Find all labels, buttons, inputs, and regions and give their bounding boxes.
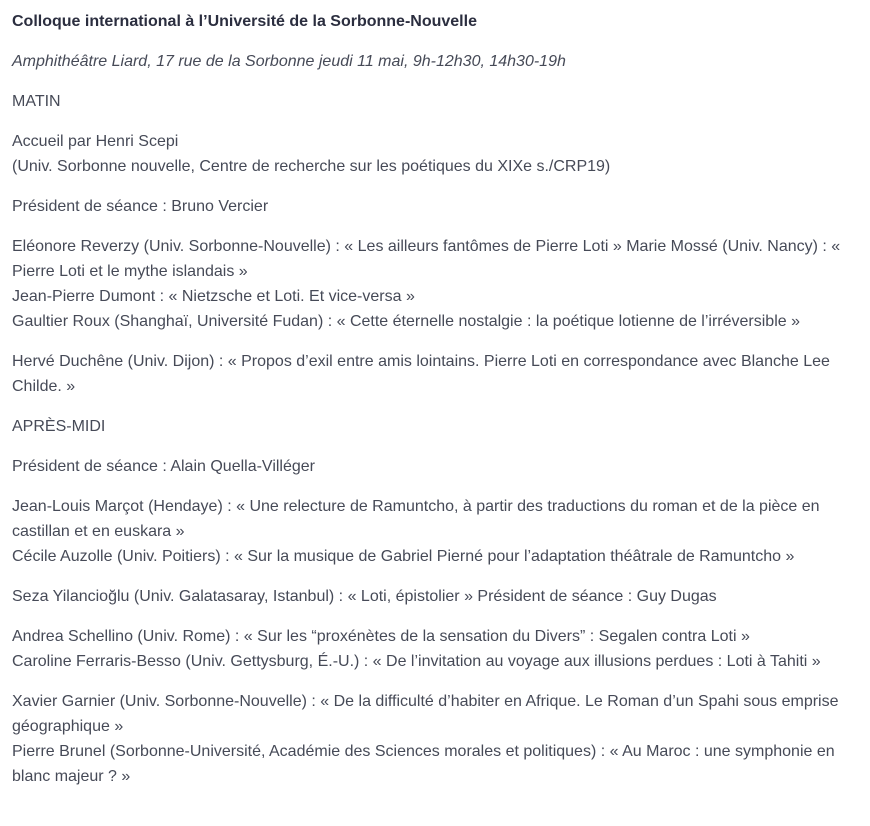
- talks-ramuntcho-block: [12, 494, 856, 569]
- venue-datetime: Amphithéâtre Liard, 17 rue de la Sorbonne jeudi 11 mai, 9h-12h30, 14h30-19h: [12, 53, 566, 70]
- welcome-line: Accueil par Henri Scepi: [12, 133, 179, 150]
- talks-morning-block: [12, 234, 856, 334]
- talks-afternoon-block-1: [12, 624, 856, 674]
- talk-dumont: Jean-Pierre Dumont : « Nietzsche et Loti. Et vice-versa »: [12, 288, 415, 305]
- talk-duchene: Hervé Duchêne (Univ. Dijon) : « Propos d’exil entre amis lointains. Pierre Loti en correspondance avec Blanche Lee Childe. »: [12, 353, 830, 395]
- talk-reverzy-mosse: Eléonore Reverzy (Univ. Sorbonne-Nouvelle) : « Les ailleurs fantômes de Pierre Loti » Marie Mossé (Univ. Nancy) : « Pierre Loti et le mythe islandais »: [12, 238, 841, 280]
- talk-garnier: Xavier Garnier (Univ. Sorbonne-Nouvelle) : « De la difficulté d’habiter en Afrique. Le Roman d’un Spahi sous emprise géographique »: [12, 693, 839, 735]
- talk-yilancioglu: Seza Yilancioğlu (Univ. Galatasaray, Istanbul) : « Loti, épistolier » Président de séance : Guy Dugas: [12, 588, 717, 605]
- talk-marcot: Jean-Louis Marçot (Hendaye) : « Une relecture de Ramuntcho, à partir des traductions du roman et de la pièce en castillan et en euskara »: [12, 498, 820, 540]
- section-label-apres-midi: APRÈS-MIDI: [12, 418, 106, 435]
- section-label-matin: MATIN: [12, 93, 61, 110]
- session-president-afternoon: Président de séance : Alain Quella-Villéger: [12, 458, 315, 475]
- welcome-affiliation-line: (Univ. Sorbonne nouvelle, Centre de recherche sur les poétiques du XIXe s./CRP19): [12, 158, 611, 175]
- talks-afternoon-block-2: [12, 689, 856, 789]
- welcome-paragraph: [12, 129, 856, 179]
- talk-ferraris-besso: Caroline Ferraris-Besso (Univ. Gettysburg, É.-U.) : « De l’invitation au voyage aux illusions perdues : Loti à Tahiti »: [12, 653, 821, 670]
- session-president-morning: Président de séance : Bruno Vercier: [12, 198, 269, 215]
- talk-auzolle: Cécile Auzolle (Univ. Poitiers) : « Sur la musique de Gabriel Pierné pour l’adaptation théâtrale de Ramuntcho »: [12, 548, 795, 565]
- talk-roux: Gaultier Roux (Shanghaï, Université Fudan) : « Cette éternelle nostalgie : la poétique lotienne de l’irréversible »: [12, 313, 800, 330]
- talk-schellino: Andrea Schellino (Univ. Rome) : « Sur les “proxénètes de la sensation du Divers” : Segalen contra Loti »: [12, 628, 750, 645]
- page-title: Colloque international à l’Université de la Sorbonne-Nouvelle: [12, 13, 477, 30]
- talk-brunel: Pierre Brunel (Sorbonne-Université, Académie des Sciences morales et politiques) : « Au Maroc : une symphonie en blanc majeur ? »: [12, 743, 835, 785]
